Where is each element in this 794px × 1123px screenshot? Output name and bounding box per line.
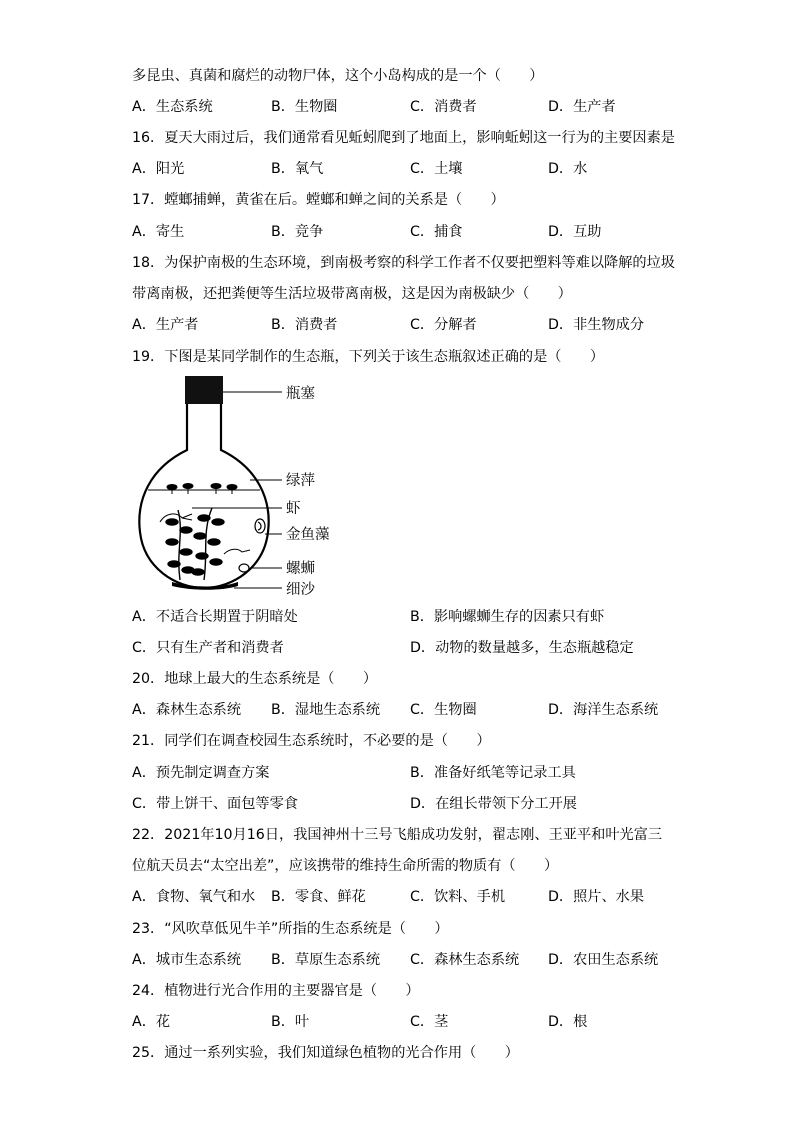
q23-option-c: C．森林生态系统 xyxy=(410,952,520,968)
q22-option-c: C．饮料、手机 xyxy=(410,889,506,905)
q20-stem: 20．地球上最大的生态系统是（ ） xyxy=(132,671,378,687)
q24-option-b: B．叶 xyxy=(271,1014,310,1030)
q21-option-c: C．带上饼干、面包等零食 xyxy=(132,796,298,812)
q21-option-b: B．准备好纸笔等记录工具 xyxy=(410,765,576,781)
q17-option-a: A．寄生 xyxy=(132,224,185,240)
q24-stem: 24．植物进行光合作用的主要器官是（ ） xyxy=(132,983,420,999)
q22-stem-line2: 位航天员去“太空出差”，应该携带的维持生命所需的物质有（ ） xyxy=(132,858,559,874)
q22-option-d: D．照片、水果 xyxy=(548,889,645,905)
q17-option-c: C．捕食 xyxy=(410,224,463,240)
label-stopper: 瓶塞 xyxy=(286,386,315,402)
q15-option-d: D．生产者 xyxy=(548,99,616,115)
q23-option-a: A．城市生态系统 xyxy=(132,952,242,968)
q23-option-d: D．农田生态系统 xyxy=(548,952,659,968)
q16-option-c: C．土壤 xyxy=(410,161,463,177)
q25-stem: 25．通过一系列实验，我们知道绿色植物的光合作用（ ） xyxy=(132,1045,519,1061)
q18-option-c: C．分解者 xyxy=(410,317,477,333)
q15-stem: 多昆虫、真菌和腐烂的动物尸体，这个小岛构成的是一个（ ） xyxy=(132,68,544,84)
q18-stem-line1: 18．为保护南极的生态环境，到南极考察的科学工作者不仅要把塑料等难以降解的垃圾 xyxy=(132,255,675,271)
label-sand: 细沙 xyxy=(286,582,315,598)
q21-option-d: D．在组长带领下分工开展 xyxy=(410,796,577,812)
q19-option-a: A．不适合长期置于阴暗处 xyxy=(132,609,298,625)
q18-option-a: A．生产者 xyxy=(132,317,199,333)
q24-option-d: D．根 xyxy=(548,1014,588,1030)
q16-stem: 16．夏天大雨过后，我们通常看见蚯蚓爬到了地面上，影响蚯蚓这一行为的主要因素是 xyxy=(132,130,675,146)
q18-option-b: B．消费者 xyxy=(271,317,338,333)
q16-option-b: B．氧气 xyxy=(271,161,324,177)
label-snail: 螺蛳 xyxy=(286,561,315,577)
q16-option-a: A．阳光 xyxy=(132,161,185,177)
q17-option-b: B．竞争 xyxy=(271,224,324,240)
duckweed xyxy=(167,484,237,495)
q22-option-b: B．零食、鲜花 xyxy=(271,889,366,905)
q22-option-a: A．食物、氧气和水 xyxy=(132,889,256,905)
q15-option-a: A．生态系统 xyxy=(132,99,213,115)
q24-option-a: A．花 xyxy=(132,1014,171,1030)
q16-option-d: D．水 xyxy=(548,161,588,177)
label-shrimp: 虾 xyxy=(286,501,301,517)
q19-option-b: B．影响螺蛳生存的因素只有虾 xyxy=(410,609,605,625)
q17-option-d: D．互助 xyxy=(548,224,602,240)
ecosystem-bottle-figure xyxy=(132,372,362,602)
q24-option-c: C．茎 xyxy=(410,1014,449,1030)
q21-option-a: A．预先制定调查方案 xyxy=(132,765,270,781)
q21-stem: 21．同学们在调查校园生态系统时，不必要的是（ ） xyxy=(132,733,491,749)
q15-option-c: C．消费者 xyxy=(410,99,477,115)
q19-option-c: C．只有生产者和消费者 xyxy=(132,640,284,656)
hornwort-plants xyxy=(166,508,224,580)
q20-option-b: B．湿地生态系统 xyxy=(271,702,381,718)
q23-stem: 23．“风吹草低见牛羊”所指的生态系统是（ ） xyxy=(132,921,449,937)
label-hornwort: 金鱼藻 xyxy=(286,527,330,543)
bottle-outline xyxy=(139,404,268,588)
q19-option-d: D．动物的数量越多，生态瓶越稳定 xyxy=(410,640,634,656)
q18-option-d: D．非生物成分 xyxy=(548,317,645,333)
q22-stem-line1: 22．2021年10月16日，我国神州十三号飞船成功发射，翟志刚、王亚平和叶光富三 xyxy=(132,827,663,843)
q20-option-c: C．生物圈 xyxy=(410,702,477,718)
duckweed-layer xyxy=(148,492,260,498)
q23-option-b: B．草原生态系统 xyxy=(271,952,381,968)
q19-stem: 19．下图是某同学制作的生态瓶，下列关于该生态瓶叙述正确的是（ ） xyxy=(132,349,605,365)
q20-option-a: A．森林生态系统 xyxy=(132,702,242,718)
snails xyxy=(239,519,265,572)
label-duckweed: 绿萍 xyxy=(286,473,315,489)
q17-stem: 17．螳螂捕蝉，黄雀在后。螳螂和蝉之间的关系是（ ） xyxy=(132,192,505,208)
q18-stem-line2: 带离南极，还把粪便等生活垃圾带离南极，这是因为南极缺少（ ） xyxy=(132,286,572,302)
bottle-stopper xyxy=(185,376,223,404)
q15-option-b: B．生物圈 xyxy=(271,99,338,115)
q20-option-d: D．海洋生态系统 xyxy=(548,702,659,718)
